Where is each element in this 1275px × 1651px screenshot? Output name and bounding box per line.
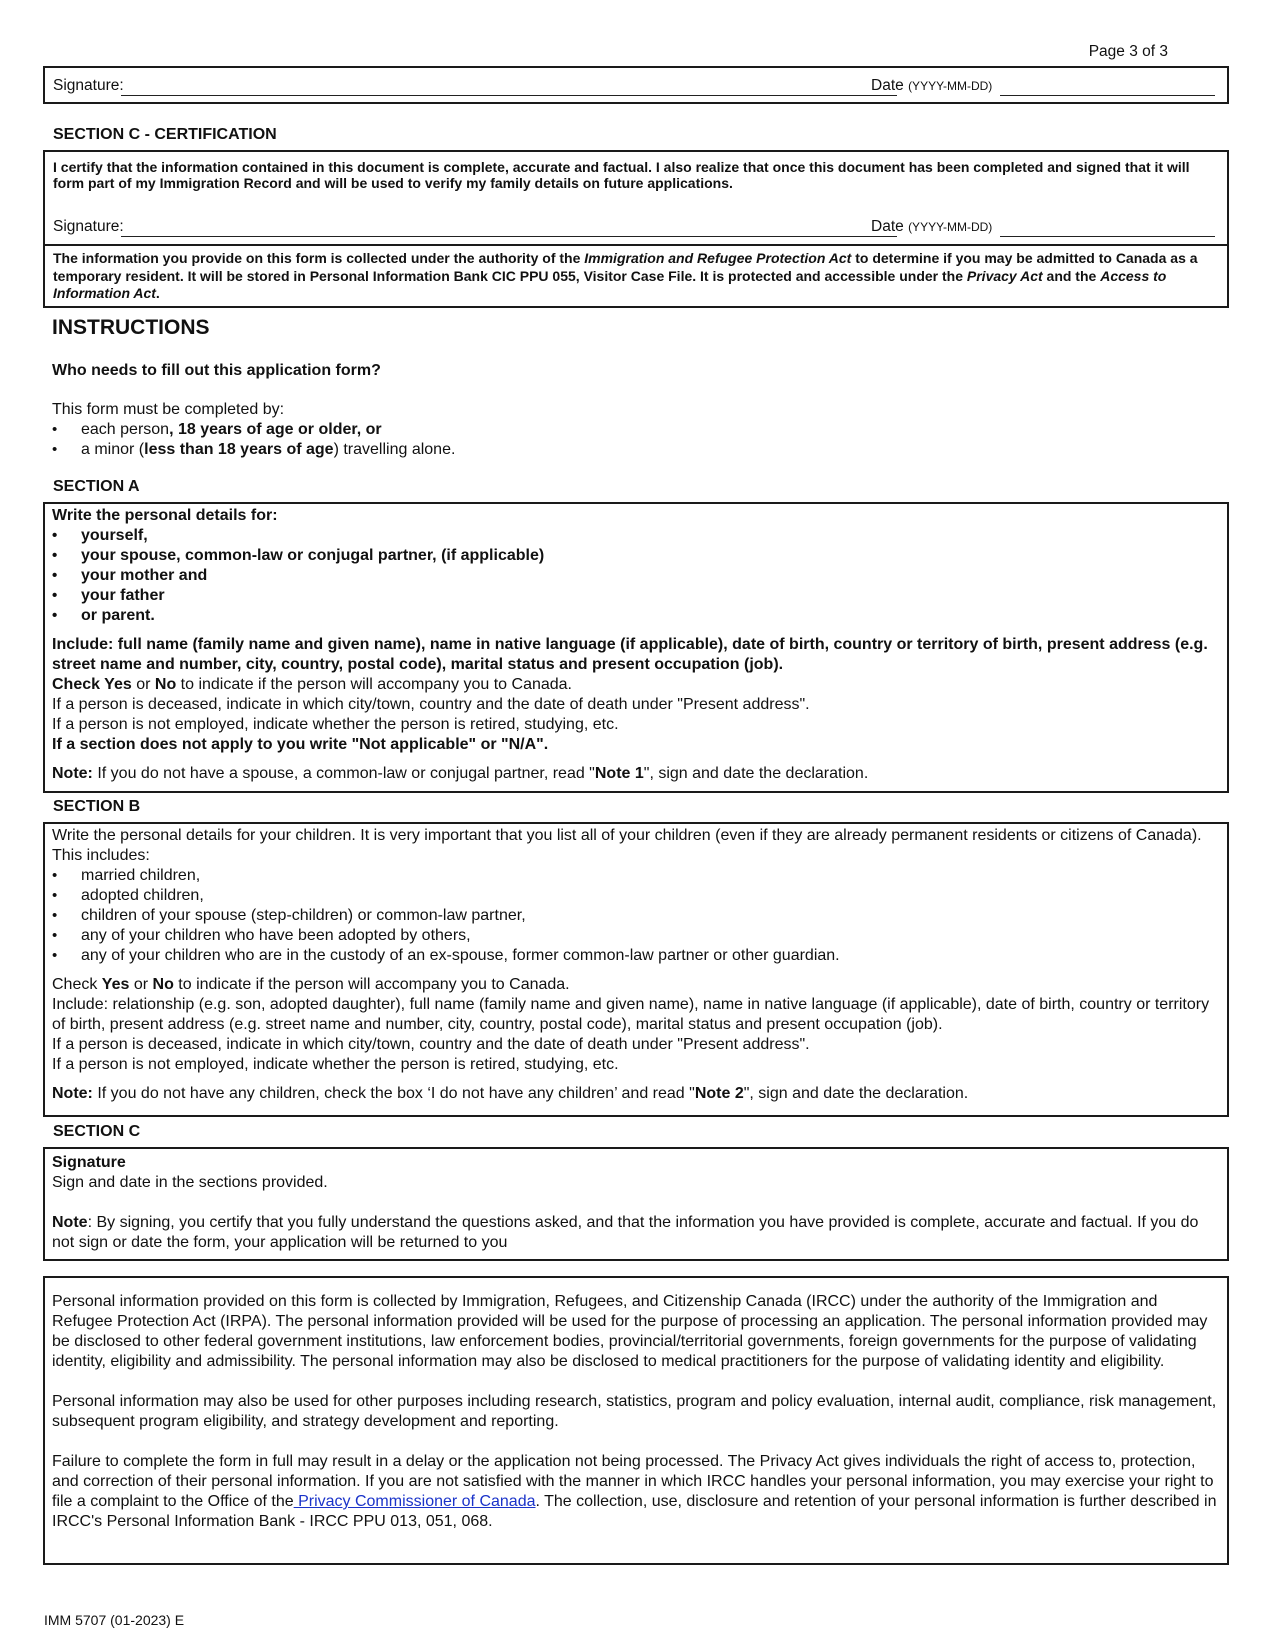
privacy-paragraph-1: Personal information provided on this form is collected by Immigration, Refugees, and Citizenship Canada (IRCC) under the authority of the Immigration and Refugee Protection Act (IRPA). The personal information provided will be used for the purpose of processing an application. The personal information provided may be disclosed to other federal government institutions, law enforcement bodies, provincial/territorial governments, foreign governments for the purpose of validating identity, eligibility and admissibility. The personal information may also be disclosed to medical practitioners for the purpose of validating identity and eligibility. bbox=[52, 1293, 1208, 1370]
section-c-certification-title: SECTION C - CERTIFICATION bbox=[53, 126, 277, 143]
section-b-not-employed: If a person is not employed, indicate whether the person is retired, studying, etc. bbox=[52, 1056, 619, 1073]
list-item: • any of your children who are in the custody of an ex-spouse, former common-law partner or other guardian. bbox=[52, 946, 1222, 966]
section-c-sig-text: Sign and date in the sections provided. bbox=[52, 1174, 328, 1191]
section-b-include: Include: relationship (e.g. son, adopted daughter), full name (family name and given name), name in native language (if applicable), date of birth, country or territory of birth, present address (e.g. street name and number, city, country, postal code), marital status and present occupation (job). bbox=[52, 996, 1210, 1033]
cert-signature-label: Signature: bbox=[53, 218, 124, 235]
section-b-deceased: If a person is deceased, indicate in which city/town, country and the date of death under "Present address". bbox=[52, 1036, 810, 1053]
section-a-include: Include: full name (family name and given name), name in native language (if applicable), date of birth, country or territory of birth, present address (e.g. street name and number, city, country, postal code), marital status and present occupation (job). bbox=[52, 636, 1208, 673]
instructions-intro: This form must be completed by: bbox=[52, 401, 285, 418]
section-c-note: Note: By signing, you certify that you fully understand the questions asked, and that the information you have provided is complete, accurate and factual. If you do not sign or date the form, your application will be returned to you bbox=[52, 1214, 1199, 1251]
signature-label: Signature: bbox=[53, 77, 124, 94]
privacy-content bbox=[52, 1292, 1222, 1532]
list-item: • yourself, bbox=[52, 526, 1222, 546]
cert-signature-field[interactable] bbox=[121, 236, 897, 237]
section-a-not-employed: If a person is not employed, indicate whether the person is retired, studying, etc. bbox=[52, 716, 619, 733]
section-a-content bbox=[52, 506, 1222, 784]
top-signature-box bbox=[43, 66, 1229, 104]
section-b-note: Note: If you do not have any children, check the box ‘I do not have any children’ and read "Note 2", sign and date the declaration. bbox=[52, 1085, 969, 1102]
authority-notice: The information you provide on this form is collected under the authority of the Immigration and Refugee Protection Act to determine if you may be admitted to Canada as a temporary resident. It will be stored in Personal Information Bank CIC PPU 055, Visitor Case File. It is protected and accessible under the Privacy Act and the Access to Information Act. bbox=[53, 250, 1198, 301]
section-c-box bbox=[43, 1147, 1229, 1261]
cert-date-label: Date (YYYY-MM-DD) bbox=[871, 218, 993, 235]
section-a-box bbox=[43, 502, 1229, 793]
list-item: • adopted children, bbox=[52, 886, 1222, 906]
section-a-title: SECTION A bbox=[53, 478, 140, 495]
signature-field[interactable] bbox=[121, 95, 897, 96]
list-item: • any of your children who have been adopted by others, bbox=[52, 926, 1222, 946]
cert-date-field[interactable] bbox=[1000, 236, 1215, 237]
section-a-write: Write the personal details for: bbox=[52, 507, 278, 524]
section-b-title: SECTION B bbox=[53, 798, 141, 815]
list-item: • your mother and bbox=[52, 566, 1222, 586]
privacy-paragraph-2: Personal information may also be used for other purposes including research, statistics, program and policy evaluation, internal audit, compliance, risk management, subsequent program eligibility, and strategy development and reporting. bbox=[52, 1393, 1217, 1430]
section-c-title: SECTION C bbox=[53, 1123, 141, 1140]
certification-statement: I certify that the information contained in this document is complete, accurate and factual. I also realize that once this document has been completed and signed that it will form part of my Immigration Record and will be used to verify my family details on future applications. bbox=[53, 159, 1190, 191]
divider bbox=[45, 244, 1227, 246]
instructions-list bbox=[52, 400, 1202, 460]
list-item: • married children, bbox=[52, 866, 1222, 886]
certification-box bbox=[43, 150, 1229, 308]
section-c-content bbox=[52, 1153, 1222, 1253]
instructions-heading: INSTRUCTIONS bbox=[52, 316, 210, 339]
section-c-signature-heading: Signature bbox=[52, 1154, 126, 1171]
form-code: IMM 5707 (01-2023) E bbox=[44, 1612, 185, 1628]
section-a-deceased: If a person is deceased, indicate in which city/town, country and the date of death under "Present address". bbox=[52, 696, 810, 713]
section-b-content bbox=[52, 826, 1222, 1104]
list-item: • your spouse, common-law or conjugal partner, (if applicable) bbox=[52, 546, 1222, 566]
section-b-check: Check Yes or No to indicate if the person will accompany you to Canada. bbox=[52, 976, 570, 993]
privacy-commissioner-link[interactable]: Privacy Commissioner of Canada bbox=[293, 1493, 536, 1510]
list-item: • children of your spouse (step-children) or common-law partner, bbox=[52, 906, 1222, 926]
section-b-box bbox=[43, 822, 1229, 1117]
list-item: • each person, 18 years of age or older, or bbox=[52, 420, 1202, 440]
date-field[interactable] bbox=[1000, 95, 1215, 96]
section-a-check: Check Yes or No to indicate if the person will accompany you to Canada. bbox=[52, 676, 572, 693]
date-label: Date (YYYY-MM-DD) bbox=[871, 77, 993, 94]
section-b-intro: Write the personal details for your children. It is very important that you list all of your children (even if they are already permanent residents or citizens of Canada). This includes: bbox=[52, 827, 1202, 864]
section-a-not-applicable: If a section does not apply to you write "Not applicable" or "N/A". bbox=[52, 736, 549, 753]
privacy-paragraph-3: Failure to complete the form in full may result in a delay or the application not being processed. The Privacy Act gives individuals the right of access to, protection, and correction of their personal information. If you are not satisfied with the manner in which IRCC handles your personal information, you may exercise your right to file a complaint to the Office of the Privacy Commissioner of Canada. The collection, use, disclosure and retention of your personal information is further described in IRCC's Personal Information Bank - IRCC PPU 013, 051, 068. bbox=[52, 1453, 1217, 1530]
page-number: Page 3 of 3 bbox=[1088, 43, 1168, 60]
list-item: • a minor (less than 18 years of age) travelling alone. bbox=[52, 440, 1202, 460]
section-a-note: Note: If you do not have a spouse, a common-law or conjugal partner, read "Note 1", sign and date the declaration. bbox=[52, 765, 869, 782]
list-item: • your father bbox=[52, 586, 1222, 606]
list-item: • or parent. bbox=[52, 606, 1222, 626]
instructions-question: Who needs to fill out this application form? bbox=[52, 362, 381, 379]
privacy-notice-box bbox=[43, 1276, 1229, 1565]
